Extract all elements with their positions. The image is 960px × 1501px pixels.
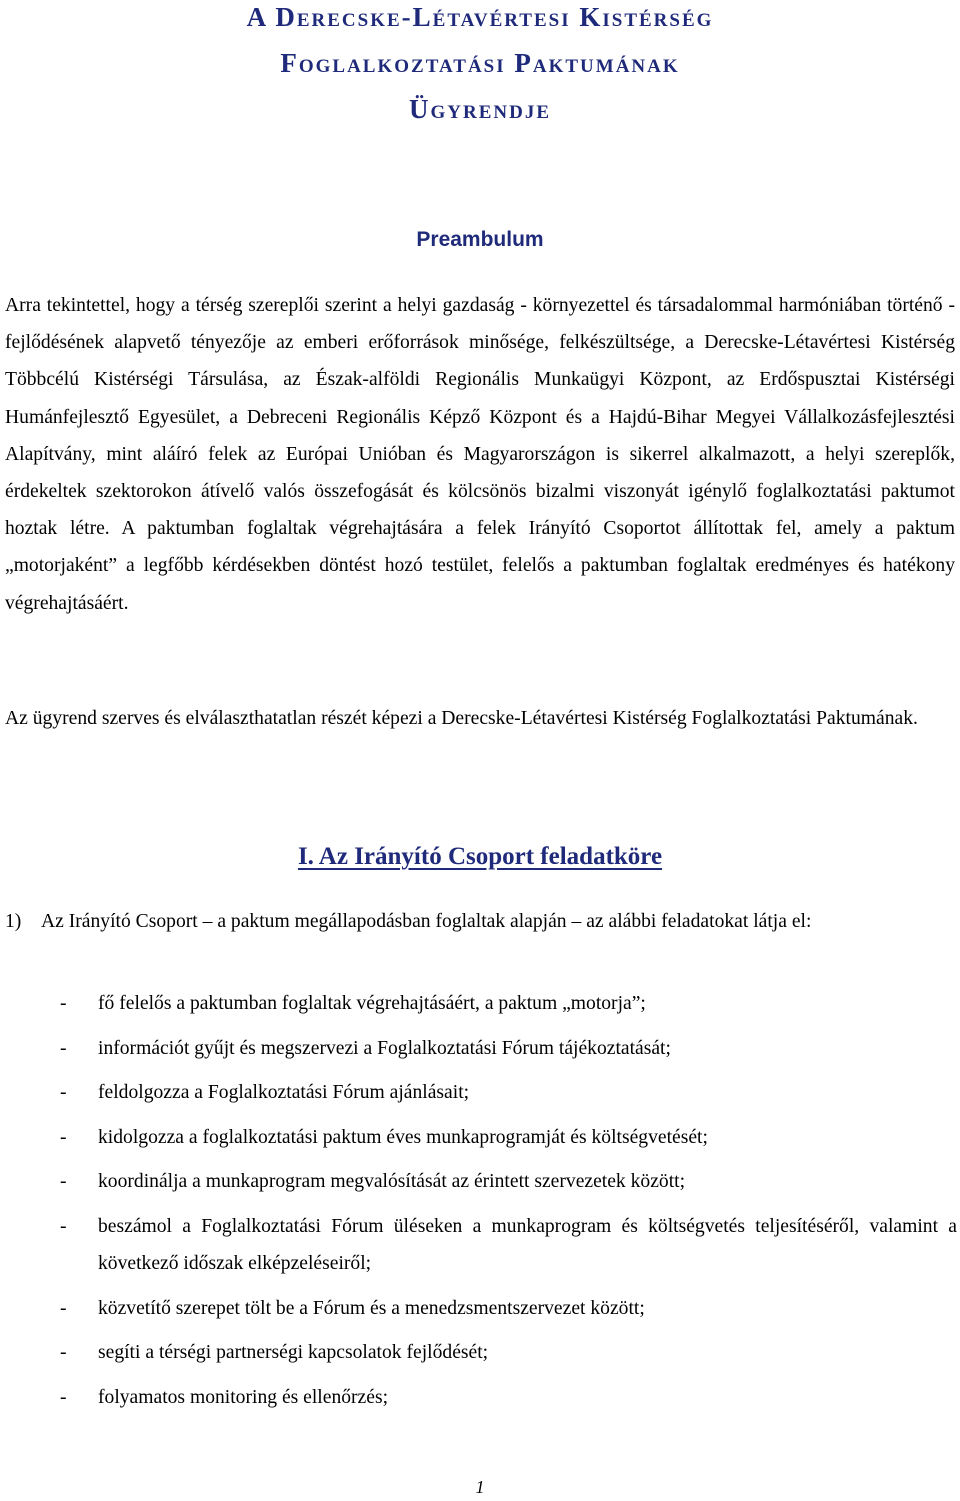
list-item-text: fő felelős a paktumban foglaltak végrehajtásáért, a paktum „motorja”; [98,993,646,1014]
list-dash: - [60,1386,67,1408]
list-item-text: közvetítő szerepet tölt be a Fórum és a menedzsmentszervezet között; [98,1297,645,1319]
list-dash: - [60,993,67,1014]
list-dash: - [60,1297,67,1319]
page-number: 1 [475,1477,485,1497]
list-item [60,1074,957,1112]
list-dash: - [60,1215,67,1237]
list-item-text: információt gyűjt és megszervezi a Foglalkoztatási Fórum tájékoztatását; [98,1037,671,1059]
list-item-text: feldolgozza a Foglalkoztatási Fórum ajánlásait; [98,1082,470,1103]
list-item [60,1030,957,1068]
list-item [60,1208,957,1283]
list-item-text: kidolgozza a foglalkoztatási paktum éves munkaprogramját és költségvetését; [98,1126,708,1148]
preamble-paragraph-1: Arra tekintettel, hogy a térség szereplői szerint a helyi gazdaság - környezettel és társadalommal harmóniában történő - fejlődésének alapvető tényezője az emberi erőforrások minősége, felkészültsége, a Derecske-Létavértesi Kistérség Többcélú Kistérségi Társulása, az Észak-alföldi Regionális Munkaügyi Központ, az Erdőspusztai Kistérségi Humánfejlesztő Egyesület, a Debreceni Regionális Képző Központ és a Hajdú-Bihar Megyei Vállalkozásfejlesztési Alapítvány, mint aláíró felek az Európai Unióban és Magyarországon is sikerrel alkalmazott, a helyi szereplők, érdekeltek szektorokon átívelő valós összefogását és kölcsönös bizalmi viszonyát igénylő foglalkoztatási paktumot hoztak létre. A paktumban foglaltak végrehajtására a felek Irányító Csoportot állítottak fel, amely a paktum „motorjaként” a legfőbb kérdésekben döntést hozó testület, felelős a paktumban foglaltak eredményes és hatékony végrehajtásáért. [5,295,955,614]
list-dash: - [60,1171,67,1192]
list-item-text: beszámol a Foglalkoztatási Fórum üléseken a munkaprogram és költségvetés teljesítéséről, valamint a következő időszak elképzeléseiről; [98,1215,957,1274]
item-number: 1) [5,911,22,932]
list-item [60,1290,957,1328]
list-item [60,1334,957,1372]
list-item [60,1119,957,1157]
list-item [60,1379,957,1417]
list-dash: - [60,1126,67,1148]
document-title-line-1: A Derecske-Létavértesi Kistérség [246,2,714,32]
list-dash: - [60,1037,67,1059]
list-item-text: folyamatos monitoring és ellenőrzés; [98,1386,389,1408]
preamble-paragraph-2: Az ügyrend szerves és elválaszthatatlan részét képezi a Derecske-Létavértesi Kistérség Foglalkoztatási Paktumának. [5,708,918,729]
document-title-line-3: Ügyrendje [408,94,551,124]
task-intro-text: Az Irányító Csoport – a paktum megállapodásban foglaltak alapján – az alábbi feladatokat látja el: [41,911,812,932]
task-list [60,985,957,1423]
chapter-heading: I. Az Irányító Csoport feladatköre [297,843,663,870]
list-dash: - [60,1082,67,1103]
document-title-line-2: Foglalkoztatási Paktumának [280,48,680,78]
list-item [60,1163,957,1201]
list-item-text: koordinálja a munkaprogram megvalósítását az érintett szervezetek között; [98,1171,686,1192]
list-dash: - [60,1342,67,1363]
list-item [60,985,957,1023]
list-item-text: segíti a térségi partnerségi kapcsolatok fejlődését; [98,1342,489,1363]
preamble-heading: Preambulum [416,228,544,251]
